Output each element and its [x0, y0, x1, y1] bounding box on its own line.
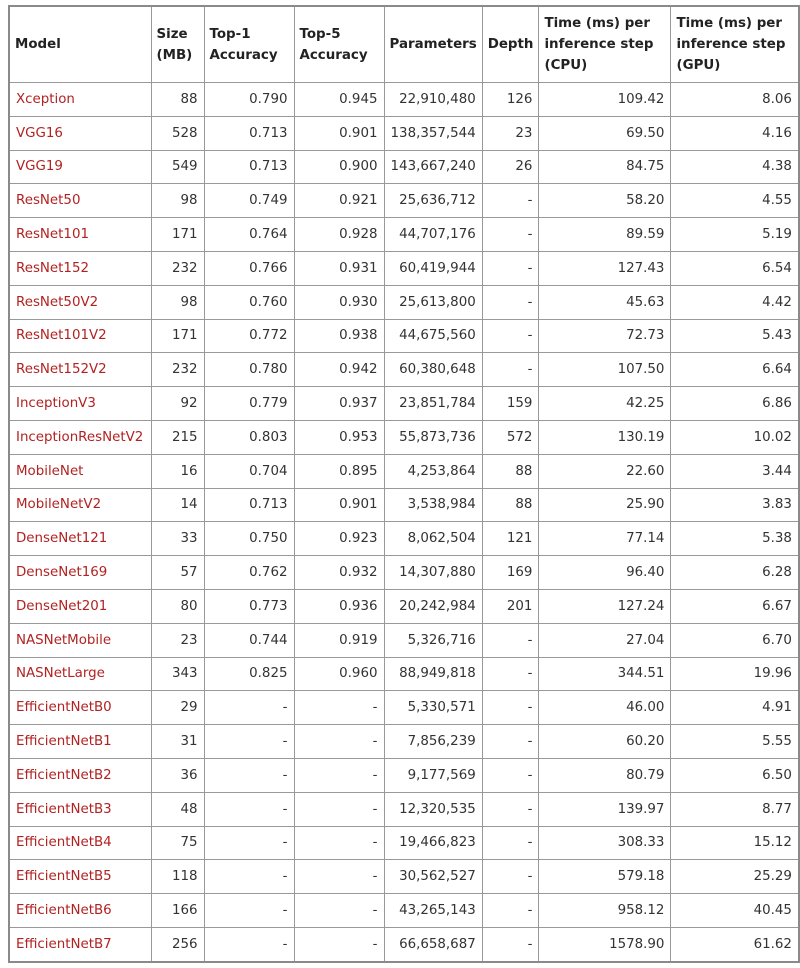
- size-cell: 166: [151, 894, 204, 928]
- top1-cell: 0.744: [204, 623, 294, 657]
- top5-cell: -: [294, 792, 384, 826]
- cpu-time-cell: 22.60: [539, 454, 671, 488]
- gpu-time-cell: 5.38: [671, 522, 799, 556]
- gpu-time-cell: 4.38: [671, 150, 799, 184]
- size-cell: 29: [151, 691, 204, 725]
- top1-cell: 0.760: [204, 285, 294, 319]
- cpu-time-cell: 109.42: [539, 83, 671, 117]
- cpu-time-cell: 139.97: [539, 792, 671, 826]
- model-link[interactable]: EfficientNetB1: [9, 725, 151, 759]
- parameters-cell: 9,177,569: [384, 758, 482, 792]
- cpu-time-cell: 1578.90: [539, 927, 671, 961]
- gpu-time-cell: 6.86: [671, 387, 799, 421]
- depth-cell: -: [482, 623, 539, 657]
- top5-cell: 0.960: [294, 657, 384, 691]
- top5-cell: 0.930: [294, 285, 384, 319]
- parameters-cell: 5,330,571: [384, 691, 482, 725]
- top5-cell: 0.901: [294, 488, 384, 522]
- cpu-time-cell: 42.25: [539, 387, 671, 421]
- size-cell: 88: [151, 83, 204, 117]
- depth-cell: 88: [482, 488, 539, 522]
- table-row: [9, 623, 799, 657]
- top5-cell: 0.900: [294, 150, 384, 184]
- parameters-cell: 20,242,984: [384, 589, 482, 623]
- model-link[interactable]: EfficientNetB0: [9, 691, 151, 725]
- parameters-cell: 5,326,716: [384, 623, 482, 657]
- size-cell: 14: [151, 488, 204, 522]
- header-cpu-time: Time (ms) per inference step (CPU): [539, 6, 671, 83]
- top5-cell: 0.942: [294, 353, 384, 387]
- model-link[interactable]: ResNet101: [9, 218, 151, 252]
- table-row: [9, 116, 799, 150]
- model-link[interactable]: ResNet50: [9, 184, 151, 218]
- cpu-time-cell: 25.90: [539, 488, 671, 522]
- table-row: [9, 83, 799, 117]
- gpu-time-cell: 3.44: [671, 454, 799, 488]
- top5-cell: 0.901: [294, 116, 384, 150]
- top5-cell: 0.921: [294, 184, 384, 218]
- header-gpu-time: Time (ms) per inference step (GPU): [671, 6, 799, 83]
- depth-cell: 126: [482, 83, 539, 117]
- depth-cell: -: [482, 860, 539, 894]
- parameters-cell: 14,307,880: [384, 556, 482, 590]
- top1-cell: 0.766: [204, 251, 294, 285]
- table-row: [9, 725, 799, 759]
- depth-cell: -: [482, 725, 539, 759]
- gpu-time-cell: 4.42: [671, 285, 799, 319]
- table-row: [9, 488, 799, 522]
- model-link[interactable]: DenseNet201: [9, 589, 151, 623]
- table-row: [9, 556, 799, 590]
- depth-cell: -: [482, 792, 539, 826]
- size-cell: 98: [151, 285, 204, 319]
- size-cell: 48: [151, 792, 204, 826]
- depth-cell: -: [482, 691, 539, 725]
- gpu-time-cell: 6.67: [671, 589, 799, 623]
- table-row: [9, 218, 799, 252]
- model-link[interactable]: ResNet152V2: [9, 353, 151, 387]
- model-link[interactable]: ResNet101V2: [9, 319, 151, 353]
- size-cell: 31: [151, 725, 204, 759]
- cpu-time-cell: 107.50: [539, 353, 671, 387]
- parameters-cell: 44,675,560: [384, 319, 482, 353]
- size-cell: 256: [151, 927, 204, 961]
- top1-cell: 0.762: [204, 556, 294, 590]
- parameters-cell: 88,949,818: [384, 657, 482, 691]
- header-model: Model: [9, 6, 151, 83]
- header-depth: Depth: [482, 6, 539, 83]
- depth-cell: 572: [482, 420, 539, 454]
- cpu-time-cell: 308.33: [539, 826, 671, 860]
- table-row: [9, 454, 799, 488]
- top5-cell: 0.895: [294, 454, 384, 488]
- size-cell: 343: [151, 657, 204, 691]
- gpu-time-cell: 6.50: [671, 758, 799, 792]
- top5-cell: 0.937: [294, 387, 384, 421]
- header-parameters: Parameters: [384, 6, 482, 83]
- gpu-time-cell: 15.12: [671, 826, 799, 860]
- header-row: [9, 6, 799, 83]
- size-cell: 57: [151, 556, 204, 590]
- header-top1: Top-1 Accuracy: [204, 6, 294, 83]
- gpu-time-cell: 40.45: [671, 894, 799, 928]
- top5-cell: 0.945: [294, 83, 384, 117]
- size-cell: 36: [151, 758, 204, 792]
- size-cell: 232: [151, 251, 204, 285]
- top1-cell: -: [204, 691, 294, 725]
- size-cell: 118: [151, 860, 204, 894]
- table-row: [9, 792, 799, 826]
- gpu-time-cell: 4.91: [671, 691, 799, 725]
- top5-cell: 0.919: [294, 623, 384, 657]
- table-row: [9, 657, 799, 691]
- gpu-time-cell: 4.16: [671, 116, 799, 150]
- top5-cell: -: [294, 894, 384, 928]
- cpu-time-cell: 84.75: [539, 150, 671, 184]
- top1-cell: -: [204, 725, 294, 759]
- table-row: [9, 285, 799, 319]
- depth-cell: 88: [482, 454, 539, 488]
- depth-cell: -: [482, 758, 539, 792]
- gpu-time-cell: 61.62: [671, 927, 799, 961]
- top5-cell: -: [294, 758, 384, 792]
- top1-cell: 0.803: [204, 420, 294, 454]
- parameters-cell: 19,466,823: [384, 826, 482, 860]
- header-size: Size (MB): [151, 6, 204, 83]
- model-link[interactable]: NASNetMobile: [9, 623, 151, 657]
- table-row: [9, 420, 799, 454]
- model-link[interactable]: EfficientNetB5: [9, 860, 151, 894]
- top1-cell: -: [204, 927, 294, 961]
- model-link[interactable]: InceptionV3: [9, 387, 151, 421]
- gpu-time-cell: 8.77: [671, 792, 799, 826]
- top5-cell: 0.928: [294, 218, 384, 252]
- size-cell: 75: [151, 826, 204, 860]
- model-link[interactable]: EfficientNetB2: [9, 758, 151, 792]
- size-cell: 232: [151, 353, 204, 387]
- depth-cell: 169: [482, 556, 539, 590]
- table-row: [9, 150, 799, 184]
- gpu-time-cell: 10.02: [671, 420, 799, 454]
- top1-cell: 0.825: [204, 657, 294, 691]
- depth-cell: -: [482, 218, 539, 252]
- table-row: [9, 860, 799, 894]
- gpu-time-cell: 6.64: [671, 353, 799, 387]
- table-body: [9, 83, 799, 962]
- top1-cell: 0.772: [204, 319, 294, 353]
- table-row: [9, 353, 799, 387]
- cpu-time-cell: 58.20: [539, 184, 671, 218]
- parameters-cell: 25,613,800: [384, 285, 482, 319]
- parameters-cell: 60,419,944: [384, 251, 482, 285]
- table-row: [9, 691, 799, 725]
- models-table: [8, 5, 800, 963]
- table-row: [9, 894, 799, 928]
- parameters-cell: 30,562,527: [384, 860, 482, 894]
- model-link[interactable]: Xception: [9, 83, 151, 117]
- depth-cell: -: [482, 657, 539, 691]
- gpu-time-cell: 8.06: [671, 83, 799, 117]
- model-link[interactable]: EfficientNetB3: [9, 792, 151, 826]
- top5-cell: -: [294, 725, 384, 759]
- parameters-cell: 8,062,504: [384, 522, 482, 556]
- size-cell: 171: [151, 319, 204, 353]
- top5-cell: -: [294, 927, 384, 961]
- table-row: [9, 826, 799, 860]
- top1-cell: 0.750: [204, 522, 294, 556]
- model-link[interactable]: VGG16: [9, 116, 151, 150]
- model-link[interactable]: EfficientNetB6: [9, 894, 151, 928]
- depth-cell: -: [482, 319, 539, 353]
- top5-cell: -: [294, 691, 384, 725]
- cpu-time-cell: 344.51: [539, 657, 671, 691]
- parameters-cell: 25,636,712: [384, 184, 482, 218]
- cpu-time-cell: 46.00: [539, 691, 671, 725]
- table-row: [9, 319, 799, 353]
- top5-cell: 0.932: [294, 556, 384, 590]
- cpu-time-cell: 80.79: [539, 758, 671, 792]
- top5-cell: 0.938: [294, 319, 384, 353]
- size-cell: 33: [151, 522, 204, 556]
- top5-cell: 0.936: [294, 589, 384, 623]
- depth-cell: -: [482, 285, 539, 319]
- top1-cell: -: [204, 860, 294, 894]
- cpu-time-cell: 89.59: [539, 218, 671, 252]
- table-row: [9, 927, 799, 961]
- cpu-time-cell: 127.24: [539, 589, 671, 623]
- top1-cell: 0.790: [204, 83, 294, 117]
- model-link[interactable]: ResNet50V2: [9, 285, 151, 319]
- top5-cell: -: [294, 826, 384, 860]
- model-link[interactable]: DenseNet169: [9, 556, 151, 590]
- model-link[interactable]: MobileNet: [9, 454, 151, 488]
- table-row: [9, 184, 799, 218]
- model-link[interactable]: EfficientNetB7: [9, 927, 151, 961]
- depth-cell: -: [482, 251, 539, 285]
- top1-cell: 0.749: [204, 184, 294, 218]
- depth-cell: -: [482, 894, 539, 928]
- table-row: [9, 387, 799, 421]
- size-cell: 16: [151, 454, 204, 488]
- top1-cell: 0.713: [204, 150, 294, 184]
- model-link[interactable]: MobileNetV2: [9, 488, 151, 522]
- top1-cell: 0.780: [204, 353, 294, 387]
- gpu-time-cell: 6.28: [671, 556, 799, 590]
- cpu-time-cell: 958.12: [539, 894, 671, 928]
- top5-cell: 0.953: [294, 420, 384, 454]
- top1-cell: 0.704: [204, 454, 294, 488]
- parameters-cell: 12,320,535: [384, 792, 482, 826]
- model-link[interactable]: NASNetLarge: [9, 657, 151, 691]
- top5-cell: -: [294, 860, 384, 894]
- gpu-time-cell: 5.55: [671, 725, 799, 759]
- gpu-time-cell: 6.54: [671, 251, 799, 285]
- table-row: [9, 522, 799, 556]
- top1-cell: 0.779: [204, 387, 294, 421]
- cpu-time-cell: 69.50: [539, 116, 671, 150]
- parameters-cell: 7,856,239: [384, 725, 482, 759]
- parameters-cell: 143,667,240: [384, 150, 482, 184]
- depth-cell: -: [482, 184, 539, 218]
- cpu-time-cell: 127.43: [539, 251, 671, 285]
- table-row: [9, 589, 799, 623]
- parameters-cell: 23,851,784: [384, 387, 482, 421]
- depth-cell: 201: [482, 589, 539, 623]
- model-link[interactable]: DenseNet121: [9, 522, 151, 556]
- top1-cell: -: [204, 826, 294, 860]
- top1-cell: 0.713: [204, 488, 294, 522]
- parameters-cell: 66,658,687: [384, 927, 482, 961]
- top5-cell: 0.931: [294, 251, 384, 285]
- parameters-cell: 55,873,736: [384, 420, 482, 454]
- gpu-time-cell: 25.29: [671, 860, 799, 894]
- size-cell: 80: [151, 589, 204, 623]
- depth-cell: 23: [482, 116, 539, 150]
- gpu-time-cell: 3.83: [671, 488, 799, 522]
- gpu-time-cell: 5.19: [671, 218, 799, 252]
- cpu-time-cell: 60.20: [539, 725, 671, 759]
- parameters-cell: 4,253,864: [384, 454, 482, 488]
- parameters-cell: 60,380,648: [384, 353, 482, 387]
- table-row: [9, 758, 799, 792]
- parameters-cell: 44,707,176: [384, 218, 482, 252]
- top1-cell: 0.713: [204, 116, 294, 150]
- depth-cell: 26: [482, 150, 539, 184]
- top1-cell: -: [204, 758, 294, 792]
- model-link[interactable]: EfficientNetB4: [9, 826, 151, 860]
- size-cell: 215: [151, 420, 204, 454]
- model-link[interactable]: InceptionResNetV2: [9, 420, 151, 454]
- parameters-cell: 3,538,984: [384, 488, 482, 522]
- gpu-time-cell: 5.43: [671, 319, 799, 353]
- cpu-time-cell: 72.73: [539, 319, 671, 353]
- cpu-time-cell: 579.18: [539, 860, 671, 894]
- size-cell: 171: [151, 218, 204, 252]
- depth-cell: -: [482, 353, 539, 387]
- cpu-time-cell: 77.14: [539, 522, 671, 556]
- cpu-time-cell: 27.04: [539, 623, 671, 657]
- size-cell: 23: [151, 623, 204, 657]
- gpu-time-cell: 4.55: [671, 184, 799, 218]
- table-row: [9, 251, 799, 285]
- gpu-time-cell: 6.70: [671, 623, 799, 657]
- parameters-cell: 138,357,544: [384, 116, 482, 150]
- cpu-time-cell: 130.19: [539, 420, 671, 454]
- parameters-cell: 43,265,143: [384, 894, 482, 928]
- depth-cell: 159: [482, 387, 539, 421]
- model-link[interactable]: ResNet152: [9, 251, 151, 285]
- depth-cell: -: [482, 826, 539, 860]
- top1-cell: -: [204, 894, 294, 928]
- size-cell: 528: [151, 116, 204, 150]
- top1-cell: 0.764: [204, 218, 294, 252]
- size-cell: 92: [151, 387, 204, 421]
- size-cell: 549: [151, 150, 204, 184]
- header-top5: Top-5 Accuracy: [294, 6, 384, 83]
- depth-cell: -: [482, 927, 539, 961]
- top1-cell: 0.773: [204, 589, 294, 623]
- size-cell: 98: [151, 184, 204, 218]
- cpu-time-cell: 45.63: [539, 285, 671, 319]
- model-link[interactable]: VGG19: [9, 150, 151, 184]
- depth-cell: 121: [482, 522, 539, 556]
- parameters-cell: 22,910,480: [384, 83, 482, 117]
- top5-cell: 0.923: [294, 522, 384, 556]
- top1-cell: -: [204, 792, 294, 826]
- cpu-time-cell: 96.40: [539, 556, 671, 590]
- gpu-time-cell: 19.96: [671, 657, 799, 691]
